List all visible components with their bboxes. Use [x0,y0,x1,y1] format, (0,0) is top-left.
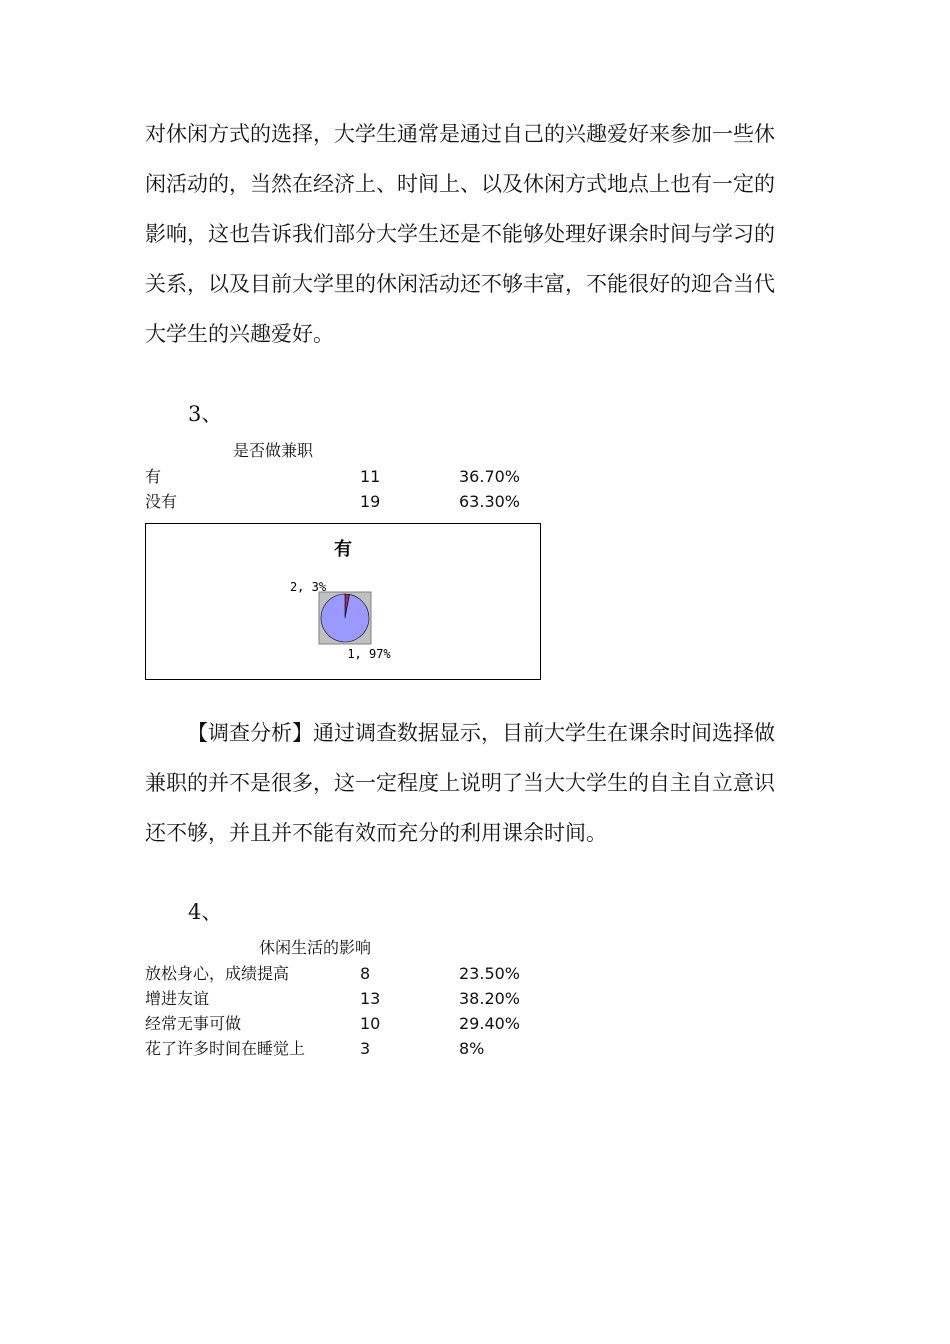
pie-chart-canvas [146,524,542,681]
row-count: 11 [360,467,381,486]
chart-title: 有 [334,539,352,560]
row-percent: 8% [459,1039,485,1058]
row-count: 3 [360,1039,371,1058]
paragraph-line: 兼职的并不是很多，这一定程度上说明了当大大学生的自主自立意识 [145,771,775,795]
row-percent: 29.40% [459,1014,521,1033]
row-percent: 63.30% [459,492,521,511]
paragraph-line: 【调查分析】通过调查数据显示，目前大学生在课余时间选择做 [187,721,775,745]
paragraph-line: 闲活动的，当然在经济上、时间上、以及休闲方式地点上也有一定的 [145,172,775,196]
pie-slice-1 [321,594,369,642]
row-label: 有 [145,467,162,486]
paragraph-line: 大学生的兴趣爱好。 [145,322,334,346]
row-count: 19 [360,492,381,511]
row-label: 放松身心，成绩提高 [145,964,290,983]
pie-chart [145,523,541,680]
row-label: 经常无事可做 [145,1014,242,1033]
section-4-number: 4、 [188,900,223,924]
row-count: 10 [360,1014,381,1033]
pie-label-1: 1, 97% [347,647,391,661]
paragraph-line: 还不够，并且并不能有效而充分的利用课余时间。 [145,821,607,845]
row-percent: 36.70% [459,467,521,486]
paragraph-line: 对休闲方式的选择，大学生通常是通过自己的兴趣爱好来参加一些休 [145,122,775,146]
row-count: 8 [360,964,371,983]
row-count: 13 [360,989,381,1008]
row-label: 花了许多时间在睡觉上 [145,1039,306,1058]
paragraph-survey-analysis [145,708,810,858]
row-label: 没有 [145,492,178,511]
pie-label-2: 2, 3% [289,580,327,594]
paragraph-line: 关系，以及目前大学里的休闲活动还不够丰富，不能很好的迎合当代 [145,272,775,296]
section-3-number: 3、 [188,402,223,426]
row-percent: 23.50% [459,964,521,983]
paragraph-leisure-choice [145,109,810,359]
row-percent: 38.20% [459,989,521,1008]
paragraph-line: 影响，这也告诉我们部分大学生还是不能够处理好课余时间与学习的 [145,222,775,246]
section-3-table-title: 是否做兼职 [233,441,314,460]
section-4-table-title: 休闲生活的影响 [259,938,372,957]
row-label: 增进友谊 [145,989,210,1008]
